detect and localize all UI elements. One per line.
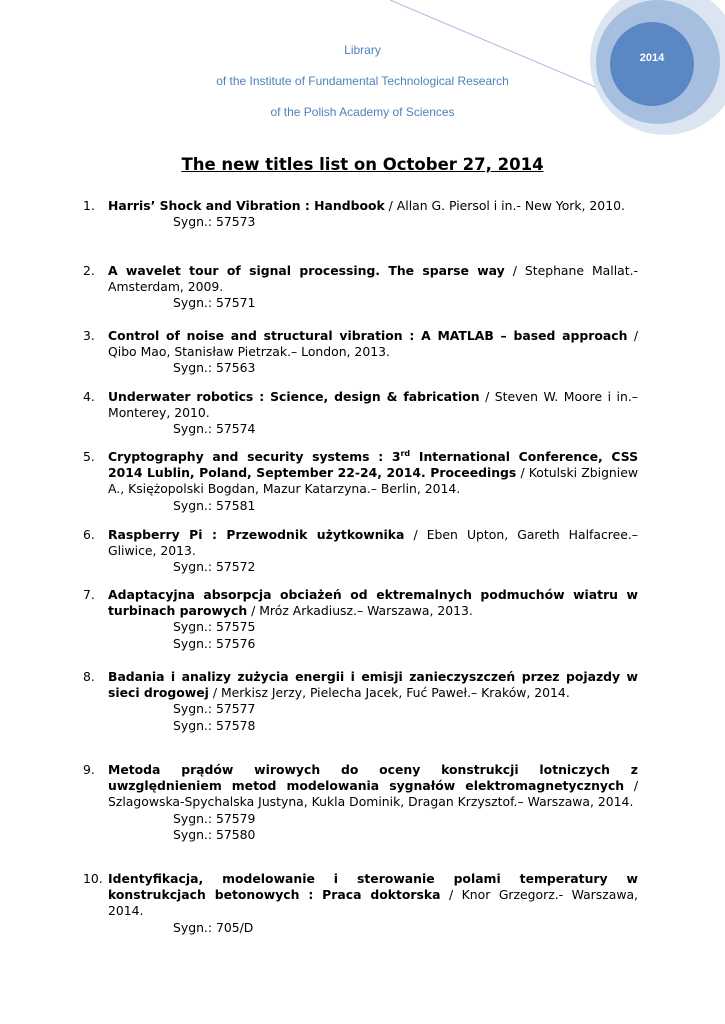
call-number: Sygn.: 57579 [173, 810, 256, 826]
call-number: Sygn.: 57577 [173, 701, 256, 717]
call-number: Sygn.: 57580 [173, 826, 256, 842]
item-number: 8. [83, 669, 95, 684]
header-library: Library [344, 43, 381, 57]
book-title: A wavelet tour of signal processing. The sparse way [108, 263, 505, 278]
item-number: 9. [83, 762, 95, 777]
book-details: / Eben Upton, Gareth Halfacree.– Gliwice, 2013. [108, 527, 638, 559]
item-number: 10. [83, 871, 103, 886]
call-number: Sygn.: 57575 [173, 619, 256, 635]
call-number: Sygn.: 57576 [173, 635, 256, 651]
list-item [83, 762, 638, 843]
book-title: Control of noise and structural vibration : A MATLAB – based approach [108, 328, 628, 343]
call-number: Sygn.: 57581 [173, 497, 256, 513]
book-details: / Kotulski Zbigniew A., Księżopolski Bogdan, Mazur Katarzyna.– Berlin, 2014. [108, 465, 638, 497]
book-title: Harris’ Shock and Vibration : Handbook [108, 198, 385, 213]
book-title: Badania i analizy zużycia energii i emisji zanieczyszczeń przez pojazdy w sieci drogowej [108, 669, 638, 701]
item-number: 1. [83, 198, 95, 213]
call-number: Sygn.: 57572 [173, 559, 256, 575]
book-title: Metoda prądów wirowych do oceny konstrukcji lotniczych z uwzględnieniem metod modelowania sygnałów elektromagnetycznych [108, 762, 638, 794]
list-item [83, 448, 638, 514]
item-number: 3. [83, 328, 95, 343]
year-badge: 2014 [639, 52, 665, 64]
list-item [83, 198, 638, 230]
book-title-part: International Conference, CSS 2014 Lublin, Poland, September 22-24, 2014. Proceedings [108, 449, 638, 481]
call-number: Sygn.: 57578 [173, 717, 256, 733]
list-item [83, 328, 638, 377]
book-details: / Qibo Mao, Stanisław Pietrzak.– London, 2013. [108, 328, 638, 360]
book-details: / Steven W. Moore i in.– Monterey, 2010. [108, 389, 638, 421]
book-details: / Knor Grzegorz.- Warszawa, 2014. [108, 887, 638, 919]
call-number: Sygn.: 705/D [173, 919, 254, 935]
book-title: Adaptacyjna absorpcja obciażeń od ektremalnych podmuchów wiatru w turbinach parowych [108, 587, 638, 619]
book-details: / Allan G. Piersol i in.- New York, 2010. [384, 198, 625, 213]
book-details: / Stephane Mallat.- Amsterdam, 2009. [108, 263, 639, 295]
ordinal-suffix: rd [400, 448, 411, 458]
page-title: The new titles list on October 27, 2014 [181, 155, 544, 174]
item-number: 5. [83, 449, 95, 464]
list-item [83, 527, 638, 576]
item-number: 4. [83, 389, 95, 404]
book-title: Underwater robotics : Science, design & fabrication [108, 389, 480, 404]
call-number: Sygn.: 57571 [173, 295, 256, 311]
book-title: Identyfikacja, modelowanie i sterowanie polami temperatury w konstrukcjach betonowych : Praca doktorska [108, 871, 638, 903]
header-institute: of the Institute of Fundamental Technological Research [216, 74, 509, 88]
list-item [83, 871, 638, 936]
list-item [83, 263, 639, 312]
book-details: / Mróz Arkadiusz.– Warszawa, 2013. [247, 603, 473, 619]
item-number: 7. [83, 587, 95, 602]
call-number: Sygn.: 57574 [173, 421, 256, 437]
call-number: Sygn.: 57573 [173, 214, 256, 230]
list-item [83, 669, 638, 734]
list-item [83, 587, 638, 652]
item-number: 2. [83, 263, 95, 278]
decorative-circle-inner [610, 22, 694, 106]
book-details: / Szlagowska-Spychalska Justyna, Kukla Dominik, Dragan Krzysztof.– Warszawa, 2014. [108, 778, 638, 810]
book-details: / Merkisz Jerzy, Pielecha Jacek, Fuć Paweł.– Kraków, 2014. [208, 685, 570, 701]
header-academy: of the Polish Academy of Sciences [270, 105, 455, 119]
item-number: 6. [83, 527, 95, 542]
book-title-part: Cryptography and security systems : 3 [108, 449, 401, 464]
book-title: Raspberry Pi : Przewodnik użytkownika [108, 527, 405, 542]
call-number: Sygn.: 57563 [173, 360, 256, 376]
list-item [83, 389, 638, 438]
